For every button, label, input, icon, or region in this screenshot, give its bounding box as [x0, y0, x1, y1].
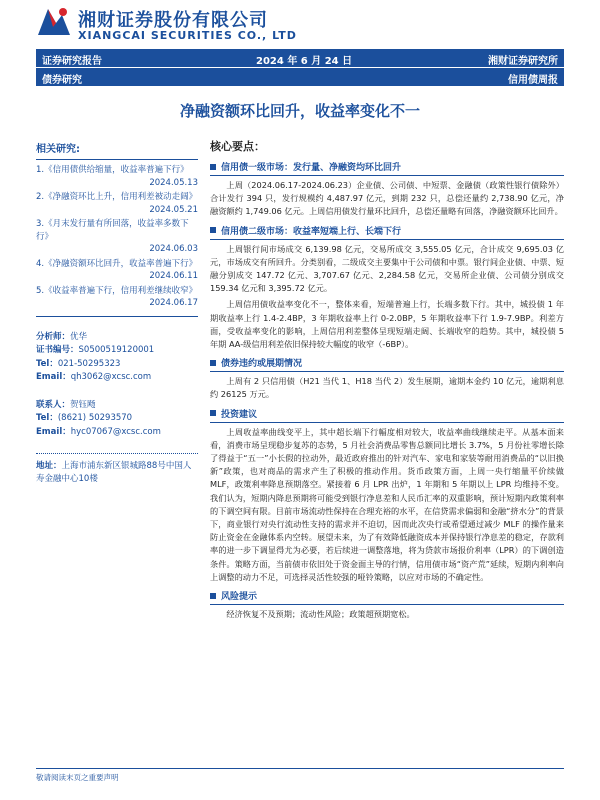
paragraph: 上周信用债收益率变化不一，整体来看，短端普遍上行，长端多数下行。其中，城投债 1 年期收益率上行 1.4-2.4BP，3 年期收益率上行 0-2.0BP，5 年期收益率下行 1.9-7.9BP。利差方面，受收益率变化的影响，上周信用利差整体呈现短端走阔、长端收窄的趋势。其中，城投债 5 年期 AA-级信用利差依旧保持较大幅度的收窄（-6BP）。	[210, 299, 564, 350]
paragraph: 上周收益率曲线变平上，其中超长端下行幅度相对较大，收益率曲线继续走平。从基本面来看，消费市场呈现稳步复苏的态势，5 月社会消费品零售总额同比增长 3.7%，5 月份社零增长除了得益于“五一”小长假的拉动外，最近政府推出的针对汽车、家电和家装等耐用消费品的“以旧换新”政策，也对商品的需求产生了积极的推动作用。货币政策方面，上周一央行缩量平价续做 MLF，政策利率降息预期落空。紧接着 6 月 LPR 出炉，1 年期和 5 年期以上 LPR 均维持不变。我们认为，短期内降息预期将可能受到银行净息差和人民币汇率的双重影响，预计短期内政策利率的下调空间有限。目前市场流动性保持在合理充裕的水平，在信贷需求偏弱和金融“挤水分”的背景下，商业银行对央行流动性支持的需求并不迫切，因而此次央行或希望通过减少 MLF 的操作量来防止资金在金融体系内空转。展望未来，为了有效降低融资成本并保持银行净息差的稳定，存款利率的进一步下调显得尤为必要，若后续进一调整落地，将为贷款市场报价利率（LPR）的下调创造条件。策略方面，当前债市依旧处于资金面主导的行情，信用债市场“资产荒”延续，短期内利率向上调整的动力不足，可选择灵活性较强的哑铃策略，以应对市场的不确定性。	[210, 426, 564, 582]
related-title: 5.《收益率普遍下行，信用利差继续收窄》	[36, 285, 198, 296]
section-heading-text: 风险提示	[221, 592, 258, 603]
analyst-email[interactable]: qh3062@xcsc.com	[70, 372, 152, 382]
section-heading	[210, 589, 564, 605]
footer-disclaimer: 敬请阅读末页之重要声明	[36, 768, 564, 783]
section-heading-text: 信用债二级市场：收益率短端上行、长端下行	[221, 226, 402, 237]
tel-label: Tel：	[36, 413, 58, 423]
related-item[interactable]	[36, 258, 198, 283]
cert-number: S0500519120001	[78, 345, 155, 355]
related-title: 2.《净融资环比上升，信用利差被动走阔》	[36, 192, 198, 202]
analyst-name: 优华	[70, 331, 88, 342]
related-heading: 相关研究:	[36, 140, 198, 160]
brand-name-en: XIANGCAI SECURITIES CO., LTD	[78, 29, 297, 42]
header	[0, 0, 600, 50]
header-bar-bottom	[36, 68, 564, 86]
report-date: 2024 年 6 月 24 日	[256, 56, 353, 67]
related-date: 2024.05.13	[149, 177, 198, 188]
contact-tel: (8621) 50293570	[57, 413, 133, 423]
address	[36, 453, 198, 486]
section-heading-text: 债券违约或展期情况	[221, 359, 303, 370]
cert-label: 证书编号：	[36, 345, 79, 355]
related-date: 2024.06.11	[149, 271, 198, 281]
related-title: 3.《月末发行量有所回落，收益率多数下行》	[36, 219, 189, 242]
address-label: 地址：	[36, 461, 62, 471]
institute: 湘财证券研究所	[488, 56, 558, 67]
analyst-block	[36, 331, 198, 385]
paragraph: 上周有 2 只信用债（H21 当代 1、H18 当代 2）发生展期，逾期本金约 10 亿元，逾期利息约 26125 万元。	[210, 376, 564, 400]
contact-name: 贺钰飏	[70, 399, 96, 410]
section-heading	[210, 356, 564, 372]
square-bullet-icon	[210, 360, 216, 366]
section-heading-text: 信用债一级市场：发行量、净融资均环比回升	[221, 163, 402, 173]
brand-name-cn: 湘财证券股份有限公司	[78, 10, 268, 31]
section-heading	[210, 224, 564, 240]
logo-icon	[36, 5, 72, 39]
related-list	[36, 164, 198, 317]
contact-email[interactable]: hyc07067@xcsc.com	[70, 426, 161, 437]
related-title: 4.《净融资额环比回升，收益率普遍下行》	[36, 258, 198, 269]
square-bullet-icon	[210, 410, 216, 416]
related-item[interactable]	[36, 285, 198, 310]
tel-label: Tel：	[36, 358, 58, 369]
email-label: Email：	[36, 426, 71, 437]
square-bullet-icon	[210, 164, 216, 170]
report-type: 证券研究报告	[42, 56, 102, 67]
square-bullet-icon	[210, 227, 216, 233]
related-date: 2024.06.03	[149, 244, 198, 254]
paragraph: 经济恢复不及预期；流动性风险；政策超预期宽松。	[226, 609, 415, 620]
related-date: 2024.06.17	[149, 298, 198, 308]
related-title: 1.《信用债供给缩量，收益率普遍下行》	[36, 165, 189, 175]
related-item[interactable]	[36, 191, 198, 216]
main-content	[210, 138, 564, 624]
related-date: 2024.05.21	[149, 204, 198, 215]
related-item[interactable]	[36, 164, 198, 189]
email-label: Email：	[36, 372, 71, 382]
paragraph: 上周（2024.06.17-2024.06.23）企业债、公司债、中短票、金融债（政策性银行债除外）合计发行 394 只，发行规模约 4,487.97 亿元，到期 232 只，总偿还量约 2,738.90 亿元，净融资额约 1,749.06 亿元。上周信用债发行量环比回升，总偿还量略有回落，净融资额环比回升。	[210, 180, 564, 217]
contact-label: 联系人：	[36, 399, 71, 410]
section-heading	[210, 407, 564, 423]
sidebar	[36, 140, 198, 486]
key-points-heading: 核心要点：	[210, 140, 265, 153]
category: 债券研究	[42, 75, 82, 86]
page-title: 净融资额环比回升，收益率变化不一	[179, 102, 420, 120]
square-bullet-icon	[210, 593, 216, 599]
address-text: 上海市浦东新区银城路88号中国人寿金融中心10楼	[36, 461, 192, 484]
paragraph: 上周银行间市场成交 6,139.98 亿元，交易所成交 3,555.05 亿元，合计成交 9,695.03 亿元，市场成交有所回升。分类别看，二级成交主要集中于公司债和中票。银行间企业债、中票、短融分别成交 147.72 亿元、3,707.67 亿元、2,284.58 亿元，交易所企业债、公司债分别成交 159.34 亿元和 3,395.72 亿元。	[210, 243, 564, 294]
section-heading	[210, 160, 564, 176]
related-item[interactable]	[36, 218, 198, 256]
subcategory: 信用债周报	[508, 75, 558, 86]
contact-block	[36, 399, 198, 440]
analyst-tel: 021-50295323	[57, 358, 121, 369]
section-heading-text: 投资建议	[221, 409, 258, 420]
analyst-label: 分析师：	[36, 331, 71, 342]
header-bar-top	[36, 49, 564, 67]
